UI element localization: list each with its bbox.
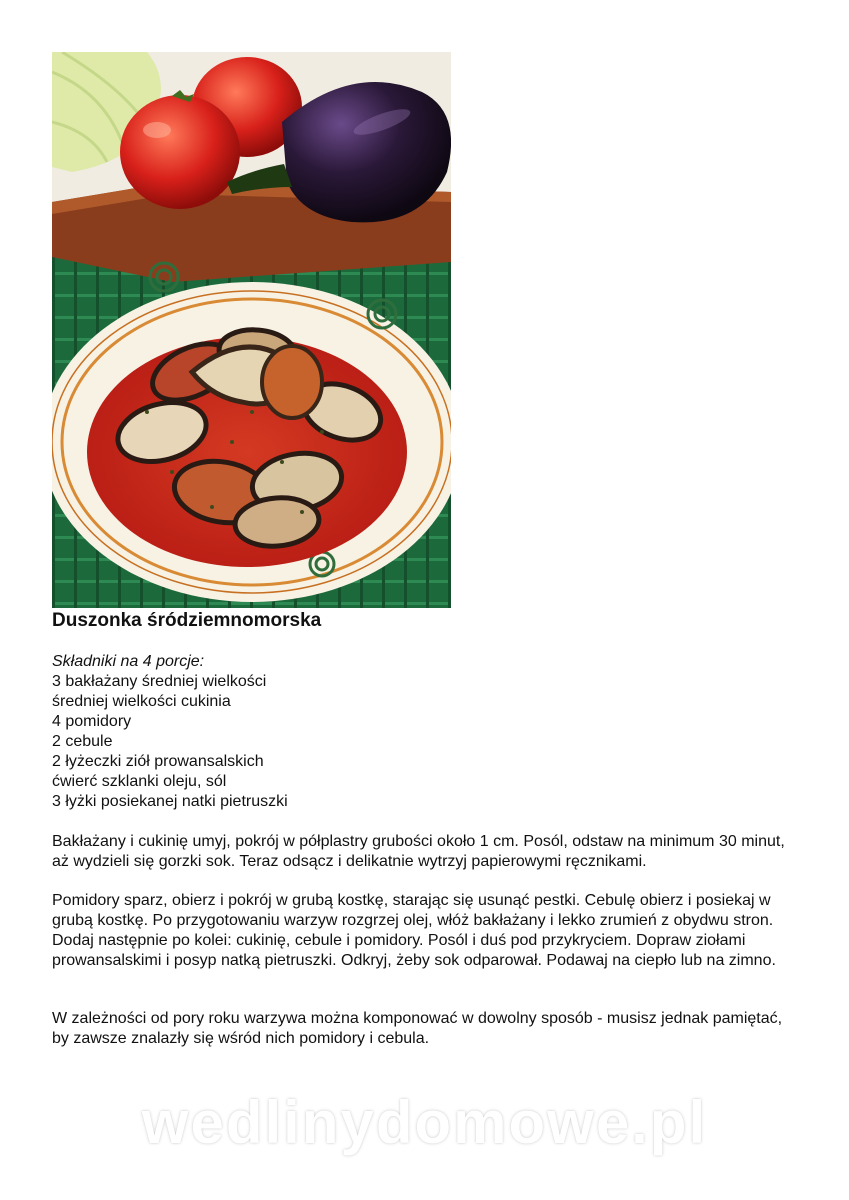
- step-paragraph: Pomidory sparz, obierz i pokrój w grubą kostkę, starając się usunąć pestki. Cebulę obierz i posiekaj w grubą kostkę. Po przygotowaniu warzyw rozgrzej olej, włóż bakłażany i lekko zrumień z obydwu stron. Dodaj następnie po kolei: cukinię, cebule i pomidory. Posól i duś pod przykryciem. Dopraw ziołami prowansalskimi i posyp natką pietruszki. Odkryj, żeby sok odparował. Podawaj na ciepło lub na zimno.: [52, 892, 776, 969]
- recipe-title: Duszonka śródziemnomorska: [52, 610, 322, 631]
- ingredient-item: ćwierć szklanki oleju, sól: [52, 773, 227, 790]
- ingredient-item: 2 łyżeczki ziół prowansalskich: [52, 753, 264, 770]
- recipe-photo: [52, 52, 451, 608]
- ingredient-item: 4 pomidory: [52, 713, 132, 730]
- dish-illustration: [52, 52, 451, 608]
- ingredient-item: 2 cebule: [52, 733, 113, 750]
- step-paragraph: Bakłażany i cukinię umyj, pokrój w półplastry grubości około 1 cm. Posól, odstaw na minimum 30 minut, aż wydzieli się gorzki sok. Teraz odsącz i delikatnie wytrzyj papierowymi ręcznikami.: [52, 833, 785, 870]
- ingredient-item: średniej wielkości cukinia: [52, 693, 231, 710]
- ingredients-label: Składniki na 4 porcje:: [52, 653, 205, 670]
- watermark: wedlinydomowe.pl: [141, 1089, 708, 1156]
- step-paragraph: W zależności od pory roku warzywa można komponować w dowolny sposób - musisz jednak pamiętać, by zawsze znalazły się wśród nich pomidory i cebula.: [52, 1010, 783, 1047]
- ingredients-section: [52, 652, 288, 812]
- ingredient-item: 3 łyżki posiekanej natki pietruszki: [52, 793, 288, 810]
- ingredient-item: 3 bakłażany średniej wielkości: [52, 673, 267, 690]
